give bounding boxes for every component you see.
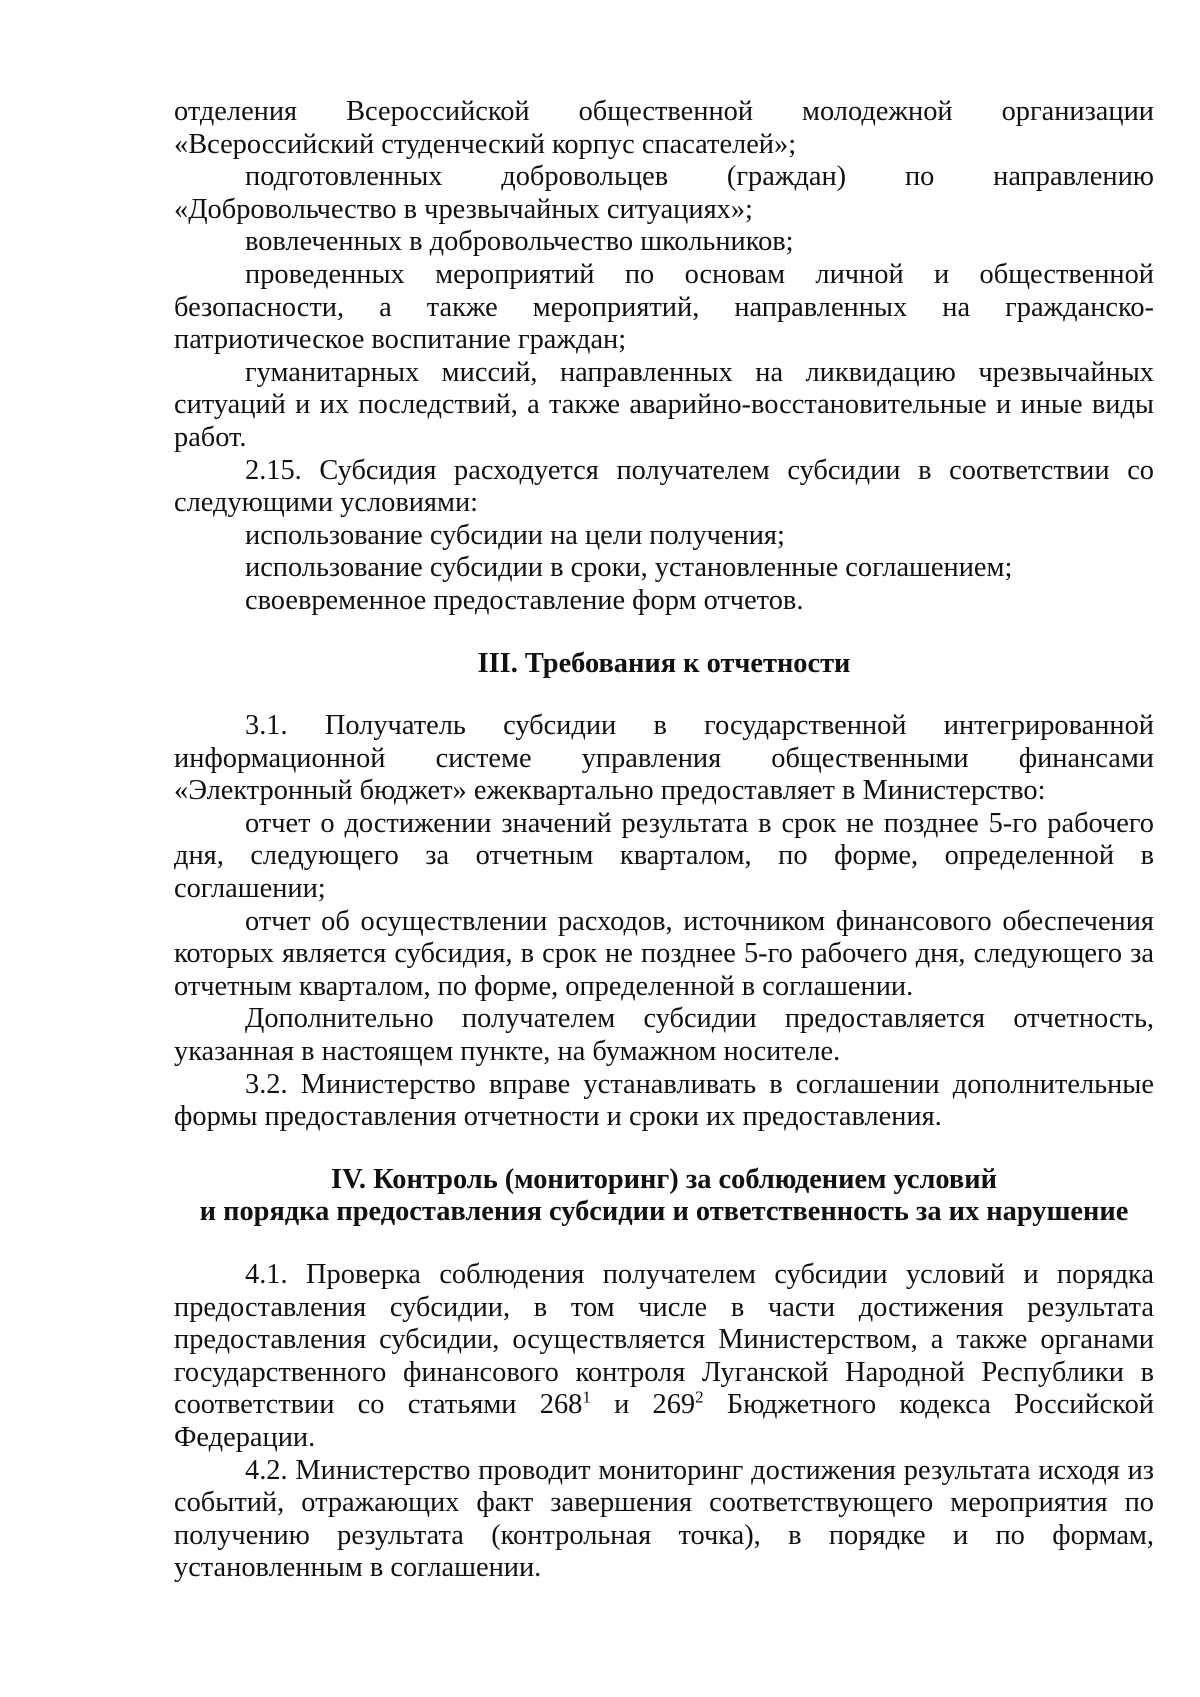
spacer xyxy=(174,618,1154,648)
section-3-heading: III. Требования к отчетности xyxy=(477,647,851,679)
paragraph-continuation: отделения Всероссийской общественной молодежной организации «Всероссийский студенческий корпус спасателей»; xyxy=(174,96,1154,160)
paragraph-result-report: отчет о достижении значений результата в срок не позднее 5-го рабочего дня, следующего за отчетным кварталом, по форме, определенной в соглашении; xyxy=(174,807,1154,905)
spacer xyxy=(174,1229,1154,1259)
paragraph-safety-events: проведенных мероприятий по основам личной и общественной безопасности, а также мероприятий, направленных на гражданско-патриотическое воспитание граждан; xyxy=(174,258,1154,356)
paragraph-3-1: 3.1. Получатель субсидии в государственной интегрированной информационной системе управления общественными финансами «Электронный бюджет» ежеквартально предоставляет в Министерство: xyxy=(174,710,1154,807)
superscript-2: 2 xyxy=(695,1387,704,1407)
paragraph-4-1-text: 4.1. Проверка соблюдения получателем субсидии условий и порядка предоставления субсидии, в том числе в части достижения результата предоставления субсидии, осуществляется Министерством, а также органами государственного финансового контроля Луганской Народной Республики в соответствии со статьями 268 xyxy=(174,1259,1154,1421)
paragraph-condition-terms: использование субсидии в сроки, установленные соглашением; xyxy=(245,552,1013,584)
paragraph-condition-reports: своевременное предоставление форм отчетов. xyxy=(245,584,804,616)
paragraph-4-2: 4.2. Министерство проводит мониторинг достижения результата исходя из событий, отражающих факт завершения соответствующего мероприятия по получению результата (контрольная точка), в порядке и по формам, установленным в соглашении. xyxy=(174,1454,1154,1584)
spacer xyxy=(174,680,1154,710)
paragraph-4-1 xyxy=(174,1259,1154,1455)
paragraph-volunteers: подготовленных добровольцев (граждан) по направлению «Добровольчество в чрезвычайных ситуациях»; xyxy=(174,161,1154,225)
paragraph-condition-purpose: использование субсидии на цели получения; xyxy=(245,519,785,551)
paragraph-paper-report: Дополнительно получателем субсидии предоставляется отчетность, указанная в настоящем пункте, на бумажном носителе. xyxy=(174,1003,1154,1068)
paragraph-expenses-report: отчет об осуществлении расходов, источником финансового обеспечения которых является субсидия, в срок не позднее 5-го рабочего дня, следующего за отчетным кварталом, по форме, определенной в соглашении. xyxy=(174,905,1154,1002)
paragraph-2-15: 2.15. Субсидия расходуется получателем субсидии в соответствии со следующими условиями: xyxy=(174,454,1154,519)
paragraph-4-1-text-end: Бюджетного кодекса Российской Федерации. xyxy=(174,1389,1155,1453)
spacer xyxy=(174,1134,1154,1164)
section-4-heading-line2: и порядка предоставления субсидии и ответственность за их нарушение xyxy=(199,1196,1129,1228)
section-4-heading-line1: IV. Контроль (мониторинг) за соблюдением условий xyxy=(331,1163,997,1195)
paragraph-4-1-text-mid: и 269 xyxy=(590,1389,696,1421)
paragraph-humanitarian-missions: гуманитарных миссий, направленных на ликвидацию чрезвычайных ситуаций и их последствий, а также аварийно-восстановительные и иные виды работ. xyxy=(174,356,1154,453)
paragraph-schoolchildren: вовлеченных в добровольчество школьников; xyxy=(245,226,794,258)
paragraph-3-2: 3.2. Министерство вправе устанавливать в соглашении дополнительные формы предоставления отчетности и сроки их предоставления. xyxy=(174,1068,1154,1133)
superscript-1: 1 xyxy=(582,1387,591,1407)
document-page xyxy=(174,96,1154,1585)
